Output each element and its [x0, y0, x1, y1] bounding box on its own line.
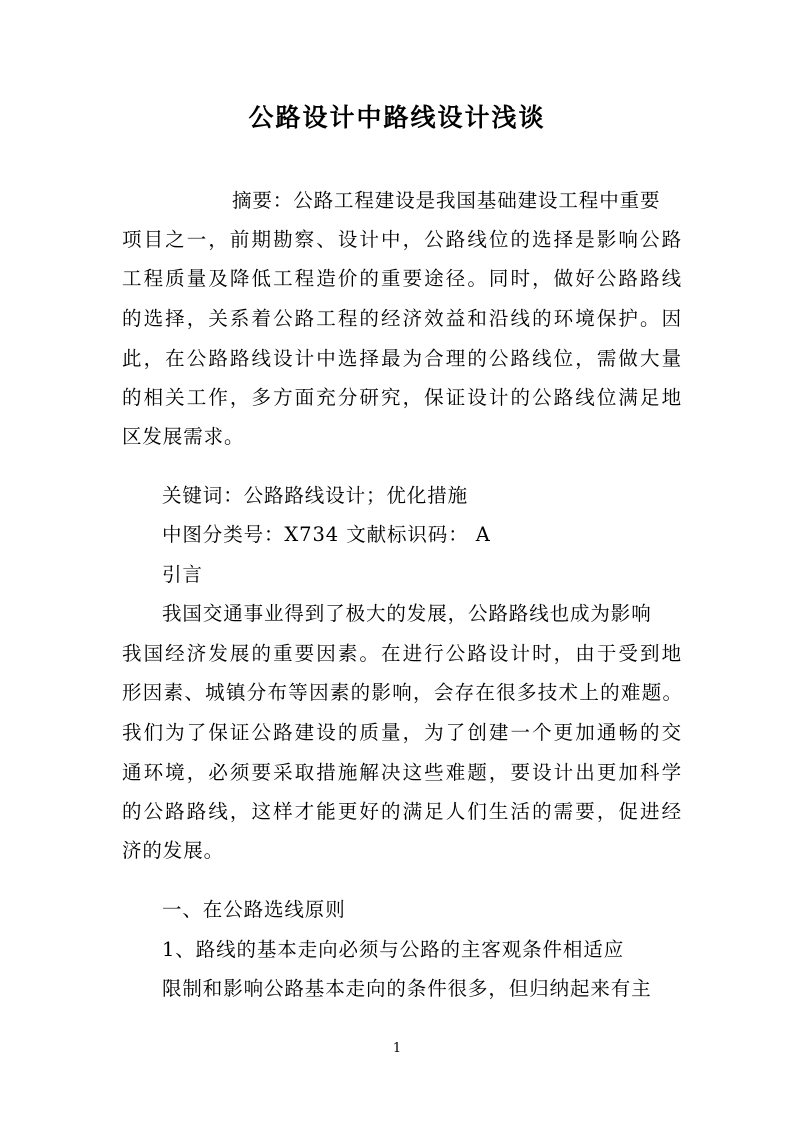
classification-line: 中图分类号：X734 文献标识码： A: [162, 523, 491, 546]
abstract-line-5: 此，在公路路线设计中选择最为合理的公路线位，需做大量: [122, 347, 682, 370]
intro-line-4: 我们为了保证公路建设的质量，为了创建一个更加通畅的交: [122, 721, 682, 744]
abstract-line-2: 项目之一，前期勘察、设计中，公路线位的选择是影响公路: [122, 228, 682, 251]
intro-line-2: 我国经济发展的重要因素。在进行公路设计时，由于受到地: [122, 642, 682, 665]
section-heading-1: 一、在公路选线原则: [162, 898, 346, 921]
abstract-line-6: 的相关工作，多方面充分研究，保证设计的公路线位满足地: [122, 386, 682, 409]
abstract-line-7: 区发展需求。: [122, 425, 245, 448]
abstract-line-3: 工程质量及降低工程造价的重要途径。同时，做好公路路线: [122, 267, 682, 290]
keywords-line: 关键词：公路路线设计；优化措施: [162, 484, 469, 507]
intro-line-6: 的公路路线，这样才能更好的满足人们生活的需要，促进经: [122, 800, 682, 823]
intro-line-7: 济的发展。: [122, 839, 225, 862]
intro-line-5: 通环境，必须要采取措施解决这些难题，要设计出更加科学: [122, 761, 682, 784]
intro-line-3: 形因素、城镇分布等因素的影响，会存在很多技术上的难题。: [122, 681, 682, 704]
heading-introduction: 引言: [162, 563, 203, 586]
abstract-line-4: 的选择，关系着公路工程的经济效益和沿线的环境保护。因: [122, 307, 682, 330]
page-number: 1: [392, 1041, 402, 1056]
abstract-line-1: 摘要：公路工程建设是我国基础建设工程中重要: [232, 189, 661, 212]
subsection-heading-1: 1、路线的基本走向必须与公路的主客观条件相适应: [162, 938, 625, 961]
intro-line-1: 我国交通事业得到了极大的发展，公路路线也成为影响: [162, 602, 652, 625]
body-line-1: 限制和影响公路基本走向的条件很多，但归纳起来有主: [162, 977, 652, 1000]
document-title: 公路设计中路线设计浅谈: [248, 103, 546, 132]
